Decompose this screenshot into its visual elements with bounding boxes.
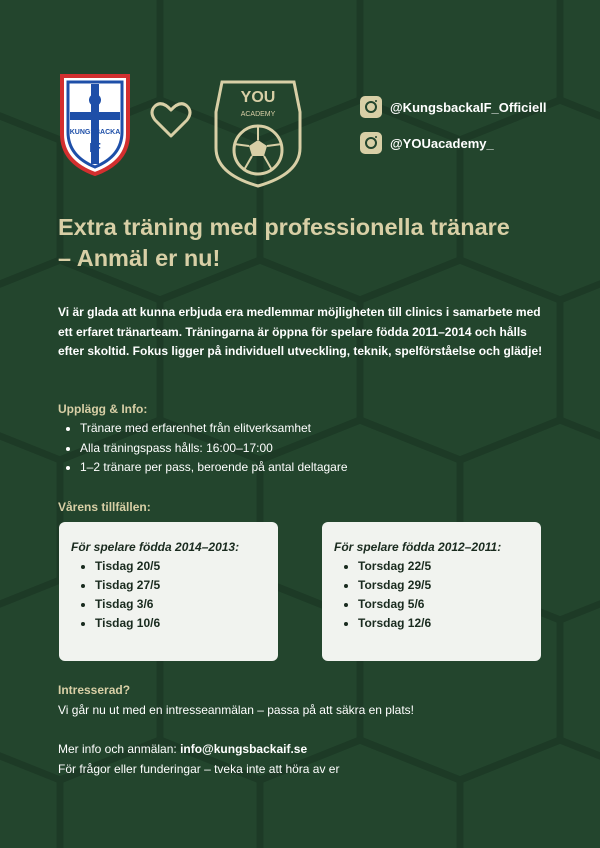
instagram-icon xyxy=(360,96,382,118)
list-item: • Torsdag 29/5 xyxy=(358,576,541,595)
list-item: • Torsdag 5/6 xyxy=(358,595,541,614)
kungsbacka-logo-if: IF xyxy=(89,140,101,155)
list-item: • Tisdag 20/5 xyxy=(95,557,278,576)
contact-prefix: Mer info och anmälan: xyxy=(58,742,181,756)
you-academy-logo xyxy=(212,78,304,188)
card-title: För spelare födda 2012–2011: xyxy=(334,540,502,554)
date-list xyxy=(71,557,278,633)
questions-text: För frågor eller funderingar – tveka inte att höra av er xyxy=(58,762,340,776)
list-item: • Alla träningspass hålls: 16:00–17:00 xyxy=(80,439,348,459)
social-you-academy[interactable] xyxy=(360,132,494,154)
date-list xyxy=(334,557,541,633)
you-logo-text: YOU xyxy=(240,89,276,106)
list-item: • Tisdag 27/5 xyxy=(95,576,278,595)
card-title: För spelare födda 2014–2013: xyxy=(71,540,240,554)
schedule-card-2014-2013 xyxy=(59,522,278,661)
intro-text: Vi är glada att kunna erbjuda era medlemmar möjligheten till clinics i samarbete med ett erfaret tränarteam. Träningarna är öppna för spelare födda 2011–2014 och hålls efter skoltid. Fokus ligger på individuell utveckling, teknik, spelförståelse och glädje! xyxy=(58,305,543,358)
interest-title: Intresserad? xyxy=(58,683,131,697)
list-item: • Torsdag 22/5 xyxy=(358,557,541,576)
info-title: Upplägg & Info: xyxy=(58,402,148,416)
social-handle: @YOUacademy_ xyxy=(390,135,494,151)
schedule-card-2012-2011 xyxy=(322,522,541,661)
contact-line xyxy=(58,742,307,756)
spring-title: Vårens tillfällen: xyxy=(58,500,151,514)
headline: Extra träning med professionella tränare – Anmäl er nu! xyxy=(58,214,510,271)
social-handle: @KungsbackaIF_Officiell xyxy=(390,99,547,115)
instagram-icon xyxy=(360,132,382,154)
email-link[interactable]: info@kungsbackaif.se xyxy=(180,742,308,756)
kungsbacka-logo-text: KUNGSBACKA xyxy=(69,129,121,136)
list-item: • Tränare med erfarenhet från elitverksamhet xyxy=(80,419,348,439)
info-list xyxy=(58,419,348,478)
list-item: • Tisdag 3/6 xyxy=(95,595,278,614)
list-item: • Torsdag 12/6 xyxy=(358,614,541,633)
heart-icon xyxy=(150,100,192,140)
social-kungsbacka[interactable] xyxy=(360,96,546,118)
academy-logo-text: ACADEMY xyxy=(240,111,276,118)
list-item: • Tisdag 10/6 xyxy=(95,614,278,633)
kungsbacka-if-logo xyxy=(58,72,132,176)
list-item: • 1–2 tränare per pass, beroende på antal deltagare xyxy=(80,458,348,478)
interest-text: Vi går nu ut med en intresseanmälan – passa på att säkra en plats! xyxy=(58,703,414,717)
